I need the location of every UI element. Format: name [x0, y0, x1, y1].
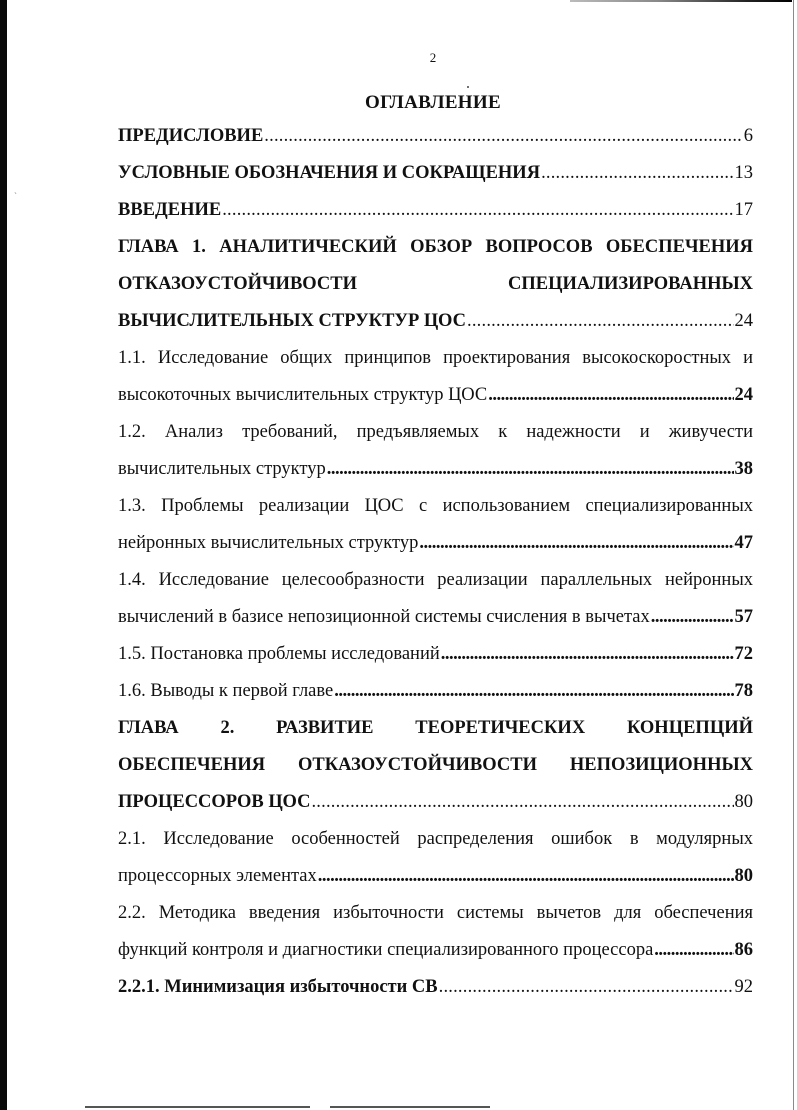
toc-page-number[interactable]: 38 [734, 459, 753, 479]
scan-right-border [793, 0, 794, 1110]
toc-entry[interactable] [118, 118, 753, 155]
toc-entry-last-line [118, 784, 753, 821]
dot-leader [419, 525, 733, 562]
toc-entry[interactable] [118, 636, 753, 673]
toc-entry-last-line [118, 192, 753, 229]
toc-entry-line [118, 488, 753, 525]
toc-entry[interactable] [118, 414, 753, 488]
page-number: 2 [429, 50, 437, 65]
toc-entry[interactable] [118, 673, 753, 710]
toc-entry[interactable] [118, 229, 753, 340]
toc-entry-line [118, 266, 753, 303]
toc-entry-text: 1.2. Анализ требований, предъявляемых к надежности и живучести [118, 422, 753, 442]
toc-entry-text: процессорных элементах [118, 866, 317, 886]
scan-top-line [570, 0, 792, 2]
toc-entry[interactable] [118, 155, 753, 192]
toc-entry-text: ПРЕДИСЛОВИЕ [118, 126, 264, 146]
dot-leader [264, 118, 742, 155]
toc-entry[interactable] [118, 340, 753, 414]
scan-left-border [0, 0, 7, 1110]
toc-entry-text: высокоточных вычислительных структур ЦОС [118, 385, 488, 405]
toc-page-number[interactable]: 80 [734, 792, 753, 812]
toc-entry-text: функций контроля и диагностики специализированного процессора [118, 940, 654, 960]
toc-entry-text: 1.1. Исследование общих принципов проектирования высокоскоростных и [118, 348, 753, 368]
dot-leader [654, 932, 733, 969]
toc-entry-text: ПРОЦЕССОРОВ ЦОС [118, 792, 311, 812]
toc-entry-last-line [118, 303, 753, 340]
toc-page-number[interactable]: 72 [734, 644, 753, 664]
toc-entry-line [118, 562, 753, 599]
toc-page-number[interactable]: 6 [743, 126, 753, 146]
toc-page-number[interactable]: 92 [734, 977, 753, 997]
scan-bottom-line [330, 1106, 490, 1108]
toc-page-number[interactable]: 13 [734, 163, 753, 183]
toc-page-number[interactable]: 17 [734, 200, 753, 220]
toc-entry[interactable] [118, 821, 753, 895]
toc-entry-line [118, 895, 753, 932]
toc-entry-text: ВЫЧИСЛИТЕЛЬНЫХ СТРУКТУР ЦОС [118, 311, 467, 331]
dot-leader [327, 451, 734, 488]
toc-entry-line [118, 747, 753, 784]
toc-entry-line [118, 340, 753, 377]
toc-entry-text: 2.1. Исследование особенностей распределения ошибок в модулярных [118, 829, 753, 849]
toc-entry-text: вычислительных структур [118, 459, 326, 479]
toc-entry[interactable] [118, 710, 753, 821]
dot-leader [334, 673, 733, 710]
dot-leader [651, 599, 734, 636]
page-title: ОГЛАВЛЕНИЕ [365, 92, 501, 113]
toc-entry-text: 1.3. Проблемы реализации ЦОС с использованием специализированных [118, 496, 753, 516]
dot-leader [488, 377, 733, 414]
toc-entry-text: 1.5. Постановка проблемы исследований [118, 644, 440, 664]
toc-entry-line [118, 710, 753, 747]
toc-page-number[interactable]: 24 [734, 385, 753, 405]
toc-entry-line [118, 414, 753, 451]
dot-leader [541, 155, 733, 192]
scan-bottom-line [85, 1106, 310, 1108]
toc-entry-text: 2.2. Методика введения избыточности системы вычетов для обеспечения [118, 903, 753, 923]
toc-entry-text: ОТКАЗОУСТОЙЧИВОСТИ СПЕЦИАЛИЗИРОВАННЫХ [118, 274, 753, 294]
table-of-contents [118, 118, 753, 1006]
toc-entry-text: ГЛАВА 2. РАЗВИТИЕ ТЕОРЕТИЧЕСКИХ КОНЦЕПЦИЙ [118, 718, 753, 738]
toc-entry-text: 2.2.1. Минимизация избыточности СВ [118, 977, 438, 997]
toc-entry-last-line [118, 932, 753, 969]
toc-entry-text: ВВЕДЕНИЕ [118, 200, 222, 220]
toc-entry-text: 1.4. Исследование целесообразности реализации параллельных нейронных [118, 570, 753, 590]
scan-stray-mark: ˋ [14, 191, 17, 201]
toc-entry-last-line [118, 451, 753, 488]
toc-entry-last-line [118, 599, 753, 636]
toc-entry-text: вычислений в базисе непозиционной системы счисления в вычетах [118, 607, 650, 627]
toc-entry-text: 1.6. Выводы к первой главе [118, 681, 334, 701]
toc-page-number[interactable]: 47 [734, 533, 753, 553]
dot-leader [467, 303, 733, 340]
dot-leader [311, 784, 733, 821]
toc-entry-last-line [118, 673, 753, 710]
toc-entry-text: ОБЕСПЕЧЕНИЯ ОТКАЗОУСТОЙЧИВОСТИ НЕПОЗИЦИОННЫХ [118, 755, 753, 775]
toc-page-number[interactable]: 57 [734, 607, 753, 627]
toc-page-number[interactable]: 86 [734, 940, 753, 960]
toc-page-number[interactable]: 80 [734, 866, 753, 886]
toc-entry-last-line [118, 377, 753, 414]
toc-entry-last-line [118, 858, 753, 895]
toc-entry-text: нейронных вычислительных структур [118, 533, 419, 553]
toc-entry-line [118, 229, 753, 266]
toc-entry-last-line [118, 155, 753, 192]
dot-leader [441, 636, 734, 673]
dot-leader [318, 858, 734, 895]
toc-entry-last-line [118, 118, 753, 155]
toc-entry[interactable] [118, 895, 753, 969]
toc-entry-last-line [118, 525, 753, 562]
dot-leader [439, 969, 734, 1006]
scan-stray-dot [467, 86, 469, 88]
toc-page-number[interactable]: 24 [734, 311, 753, 331]
toc-entry[interactable] [118, 192, 753, 229]
toc-entry[interactable] [118, 969, 753, 1006]
toc-entry[interactable] [118, 488, 753, 562]
toc-entry-last-line [118, 636, 753, 673]
toc-entry-text: ГЛАВА 1. АНАЛИТИЧЕСКИЙ ОБЗОР ВОПРОСОВ ОБЕСПЕЧЕНИЯ [118, 237, 753, 257]
toc-entry[interactable] [118, 562, 753, 636]
toc-page-number[interactable]: 78 [734, 681, 753, 701]
toc-entry-text: УСЛОВНЫЕ ОБОЗНАЧЕНИЯ И СОКРАЩЕНИЯ [118, 163, 541, 183]
dot-leader [222, 192, 733, 229]
toc-entry-last-line [118, 969, 753, 1006]
toc-entry-line [118, 821, 753, 858]
